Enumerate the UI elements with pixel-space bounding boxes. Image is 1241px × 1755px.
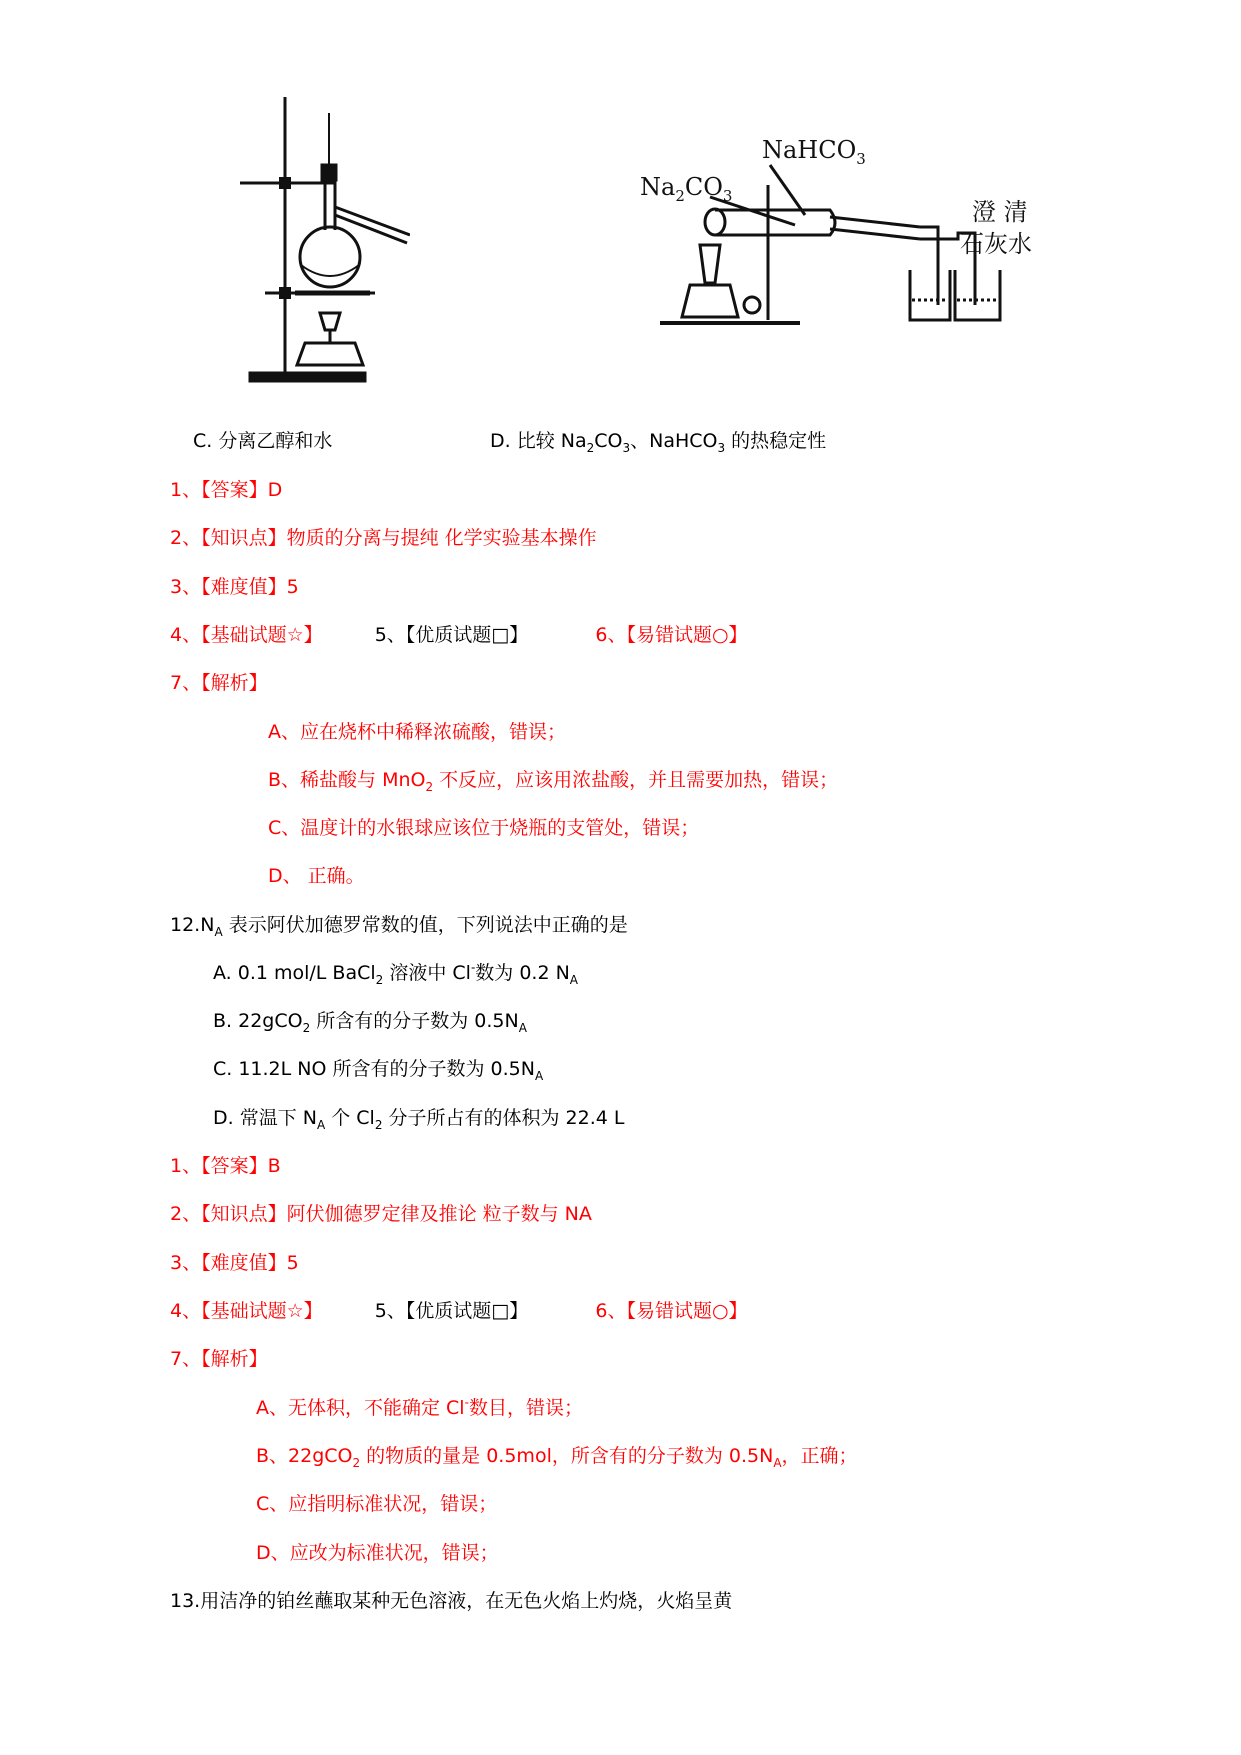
q12-tag-error: 6、【易错试题○】 bbox=[595, 1300, 748, 1322]
q12-analysis-b: B、22gCO$_2$ 的物质的量是 0.5mol，所含有的分子数为 $0.5N_A$，正确； bbox=[256, 1445, 858, 1470]
q13-stem: 13.用洁净的铂丝蘸取某种无色溶液，在无色火焰上灼烧，火焰呈黄 bbox=[170, 1590, 733, 1612]
q12-tags bbox=[170, 1298, 748, 1324]
q11-analysis-c: C、温度计的水银球应该位于烧瓶的支管处，错误； bbox=[268, 817, 700, 839]
q12-tag-quality: 5、【优质试题□】 bbox=[374, 1300, 529, 1322]
label-limewater-2: 石灰水 bbox=[960, 230, 1032, 258]
distillation-apparatus-icon bbox=[235, 95, 410, 395]
q12-option-c: C. 11.2L NO 所含有的分子数为 $0.5N_A$ bbox=[213, 1058, 544, 1083]
q11-tag-error: 6、【易错试题○】 bbox=[595, 624, 748, 646]
q12-analysis-c: C、应指明标准状况，错误； bbox=[256, 1493, 498, 1515]
q11-tags bbox=[170, 622, 748, 648]
q12-option-a: A. 0.1 mol/L BaCl$_2$ 溶液中 Cl-数为 0.2 $N_A$ bbox=[213, 960, 579, 987]
caption-option-c: C. 分离乙醇和水 bbox=[193, 430, 333, 452]
thermal-stability-figure bbox=[620, 125, 1040, 365]
q12-option-d: D. 常温下 $N_A$ 个 $Cl_2$ 分子所占有的体积为 22.4 L bbox=[213, 1107, 625, 1132]
label-nahco3: NaHCO$_3$ bbox=[762, 136, 866, 168]
q12-difficulty: 3、【难度值】5 bbox=[170, 1252, 299, 1274]
q11-answer: 1、【答案】D bbox=[170, 479, 283, 501]
q11-analysis-b: B、稀盐酸与 MnO$_2$ 不反应，应该用浓盐酸，并且需要加热，错误； bbox=[268, 769, 839, 794]
q12-analysis-a: A、无体积，不能确定 Cl-数目，错误； bbox=[256, 1395, 583, 1419]
q12-option-b: B. 22gCO$_2$ 所含有的分子数为 $0.5N_A$ bbox=[213, 1010, 527, 1035]
label-na2co3: $Na_2CO_3$ bbox=[640, 173, 733, 205]
q11-knowledge: 2、【知识点】物质的分离与提纯 化学实验基本操作 bbox=[170, 527, 597, 549]
label-limewater-1: 澄 清 bbox=[972, 198, 1028, 226]
q12-tag-basic: 4、【基础试题☆】 bbox=[170, 1300, 323, 1322]
q12-analysis-heading: 7、【解析】 bbox=[170, 1348, 268, 1370]
q11-analysis-heading: 7、【解析】 bbox=[170, 672, 268, 694]
q11-analysis-a: A、应在烧杯中稀释浓硫酸，错误； bbox=[268, 721, 566, 743]
thermal-stability-apparatus-icon bbox=[620, 125, 1040, 365]
q11-difficulty: 3、【难度值】5 bbox=[170, 576, 299, 598]
q11-tag-quality: 5、【优质试题□】 bbox=[374, 624, 529, 646]
q12-analysis-d: D、应改为标准状况，错误； bbox=[256, 1542, 499, 1564]
q12-stem: $12.N_A$ 表示阿伏加德罗常数的值，下列说法中正确的是 bbox=[170, 914, 628, 939]
q11-tag-basic: 4、【基础试题☆】 bbox=[170, 624, 323, 646]
caption-option-d: D. 比较 $Na_2CO_3$、NaHCO$_3$ 的热稳定性 bbox=[490, 430, 827, 455]
q12-answer: 1、【答案】B bbox=[170, 1155, 281, 1177]
distillation-apparatus-figure bbox=[235, 95, 410, 395]
q11-analysis-d: D、 正确。 bbox=[268, 865, 365, 887]
q12-knowledge: 2、【知识点】阿伏伽德罗定律及推论 粒子数与 NA bbox=[170, 1203, 592, 1225]
